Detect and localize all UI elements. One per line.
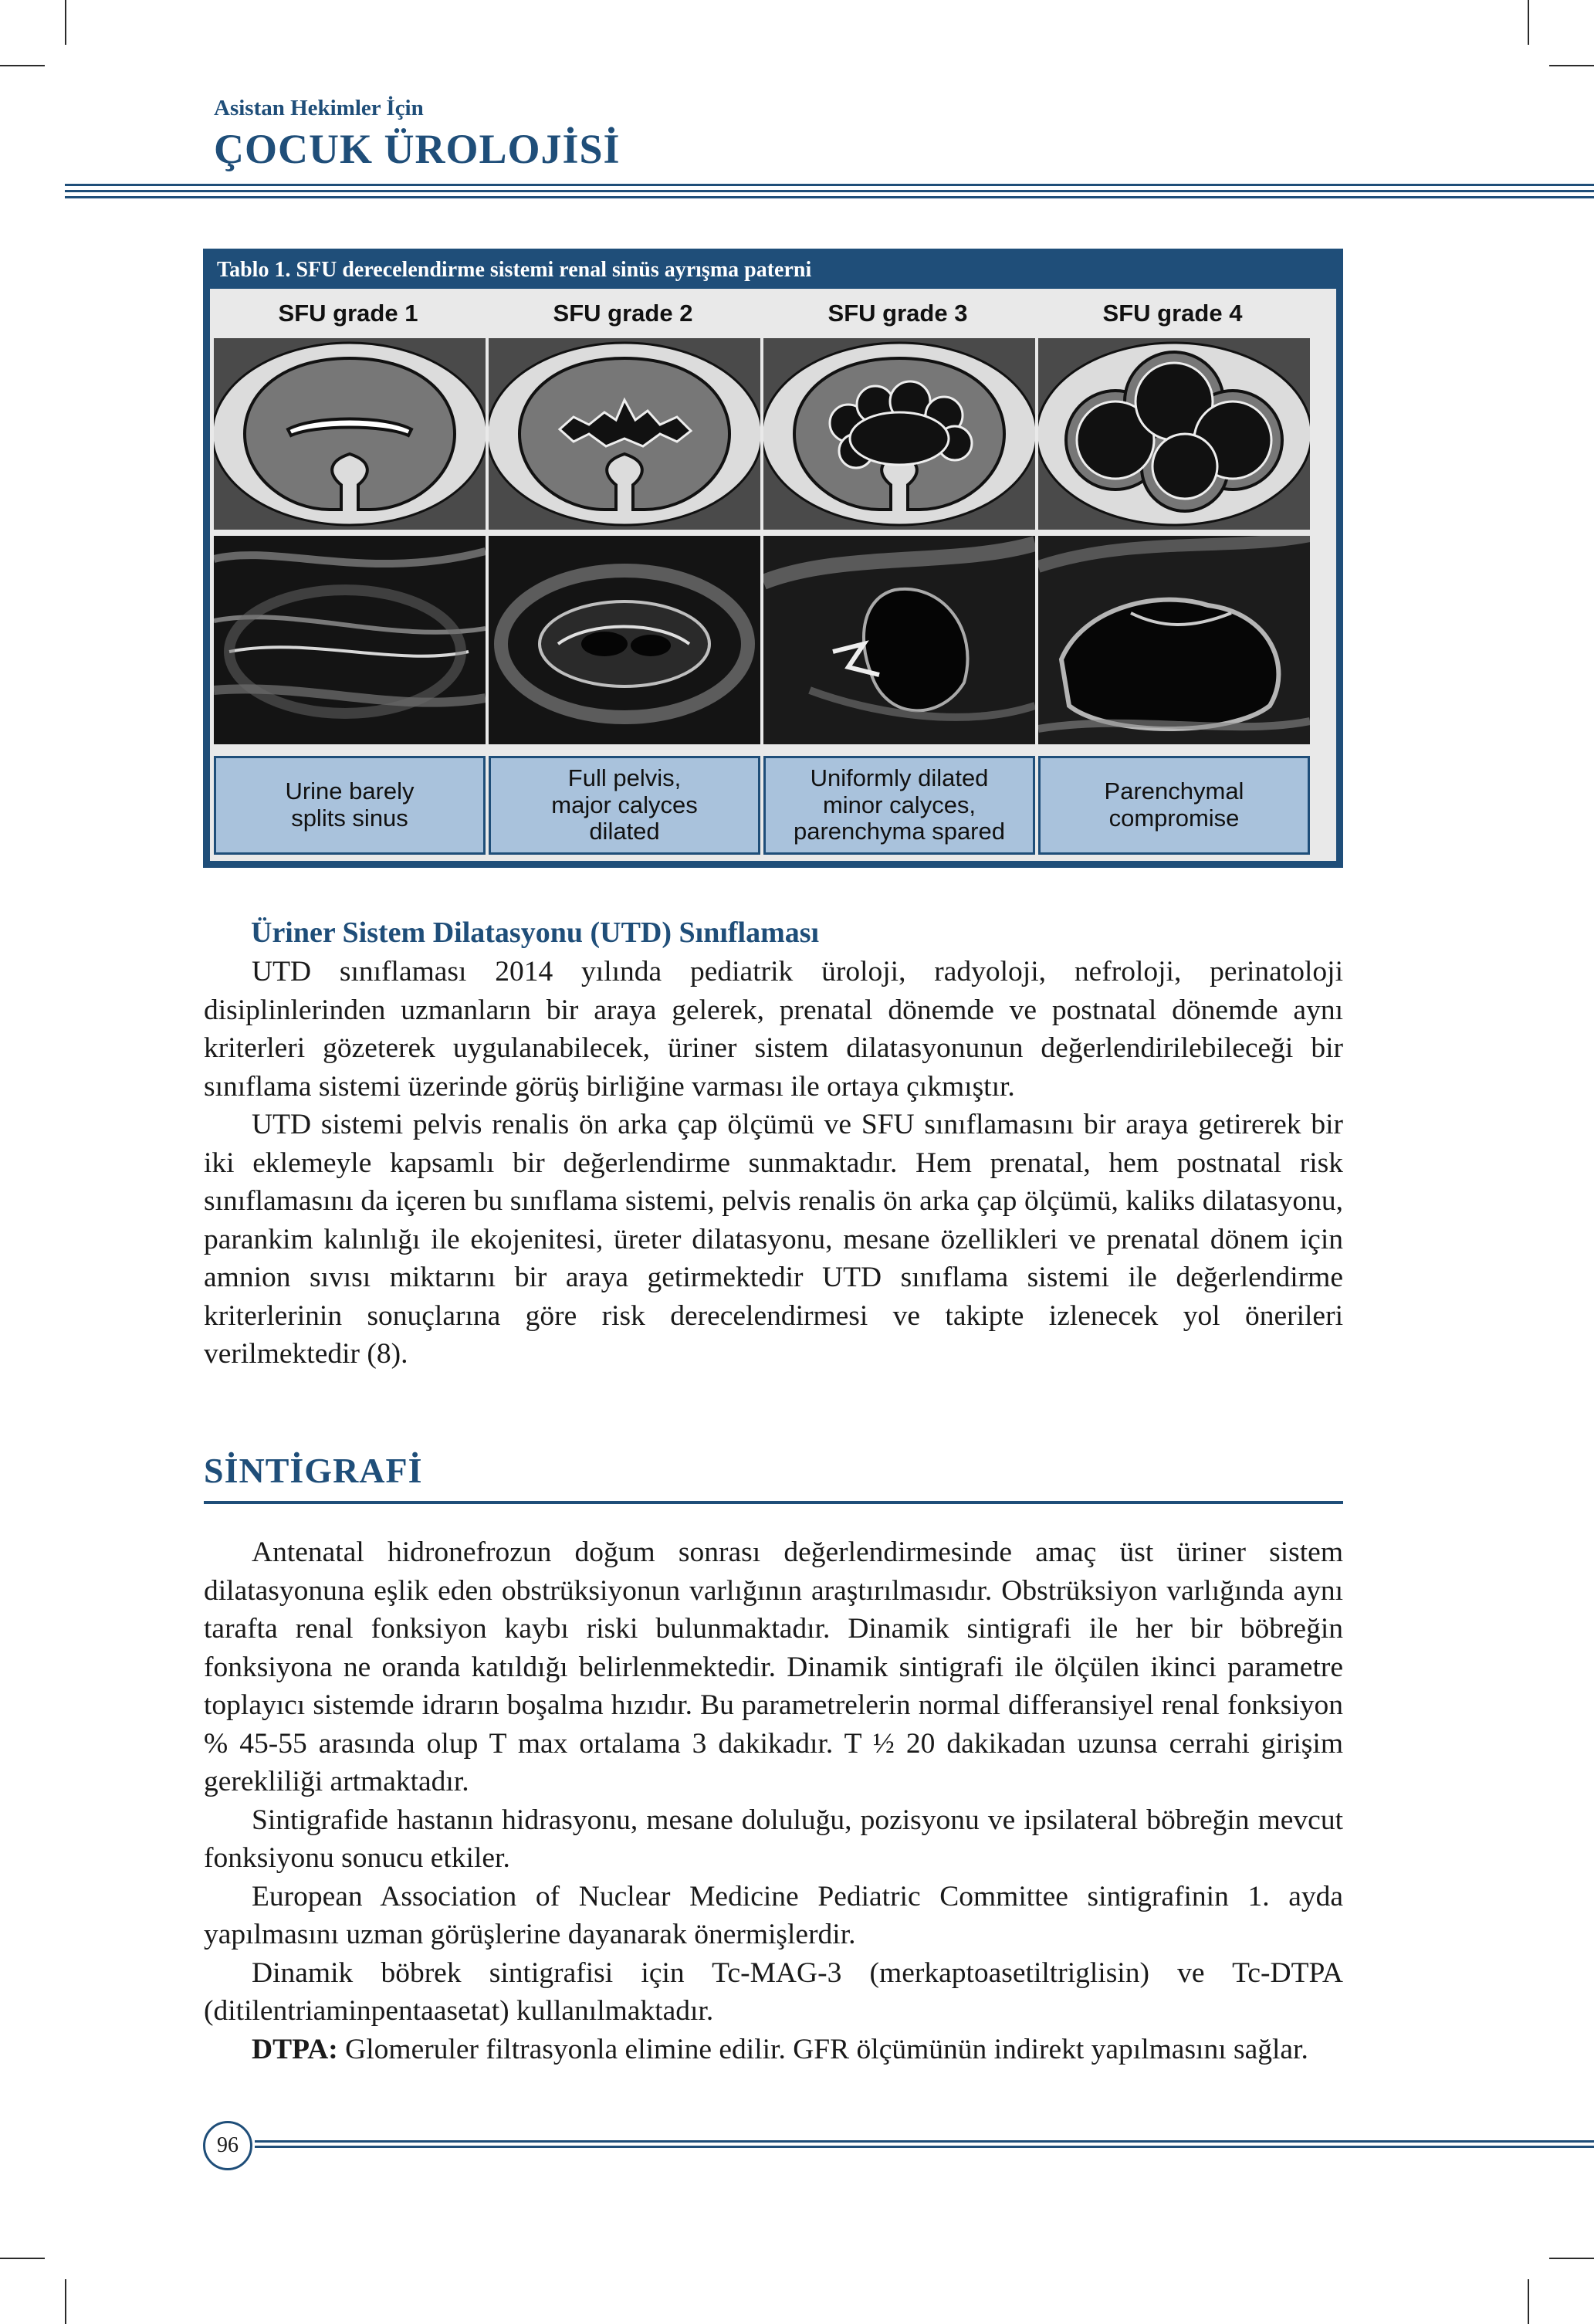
kidney-diagram-grade-1 — [214, 338, 486, 530]
page-number: 96 — [203, 2121, 252, 2170]
dtpa-label: DTPA: — [252, 2033, 338, 2065]
section-title: SİNTİGRAFİ — [204, 1451, 423, 1490]
paragraph: UTD sınıflaması 2014 yılında pediatrik üroloji, radyoloji, nefroloji, perinatoloji disiplinlerinden uzmanların bir araya gelerek, prenatal dönemde ve postnatal dönemde aynı kriterleri gözeterek uygulanabilecek, üriner sistem dilatasyonunun değerlendirilebileceği bir sınıflama sistemi üzerinde görüş birliğine varması ile ortaya çıkmıştır. — [204, 956, 1343, 1103]
paragraph: European Association of Nuclear Medicine Pediatric Committee sintigrafinin 1. ayda yapılmasını uzman görüşlerine dayanarak önermişlerdir. — [204, 1880, 1343, 1950]
grade-label: SFU grade 1 — [278, 300, 418, 327]
dtpa-paragraph — [204, 2031, 1343, 2069]
paragraph: Sintigrafide hastanın hidrasyonu, mesane doluluğu, pozisyonu ve ipsilateral böbreğin mevcut fonksiyonu sonucu etkiler. — [204, 1804, 1343, 1874]
dtpa-text: Glomeruler filtrasyonla elimine edilir. GFR ölçümünün indirekt yapılmasını sağlar. — [337, 2033, 1308, 2065]
crop-mark — [1528, 0, 1529, 45]
ultrasound-image-grade-1 — [214, 536, 486, 744]
running-header-subtitle: Asistan Hekimler İçin — [214, 96, 424, 120]
grade-label: SFU grade 3 — [827, 300, 968, 327]
running-header-title: ÇOCUK ÜROLOJİSİ — [214, 126, 621, 172]
utd-heading: Üriner Sistem Dilatasyonu (UTD) Sınıflaması — [251, 916, 820, 949]
ultrasound-image-grade-2 — [489, 536, 760, 744]
crop-mark — [65, 0, 66, 45]
kidney-diagram-grade-3 — [763, 338, 1035, 530]
crop-mark — [1549, 2258, 1594, 2259]
crop-mark — [0, 65, 45, 66]
grade-description: Urine barely splits sinus — [214, 756, 486, 855]
crop-mark — [1549, 65, 1594, 66]
ultrasound-image-grade-4 — [1038, 536, 1310, 744]
paragraph: Dinamik böbrek sintigrafisi için Tc-MAG-3 (merkaptoasetiltriglisin) ve Tc-DTPA (ditilentriaminpentaasetat) kullanılmaktadır. — [204, 1956, 1343, 2027]
section-rule — [204, 1501, 1343, 1504]
figure-sfu-grades — [203, 249, 1343, 868]
grade-description: Parenchymal compromise — [1038, 756, 1310, 855]
header-rule — [65, 184, 1594, 202]
utd-body — [204, 953, 1343, 1374]
grade-label: SFU grade 4 — [1102, 300, 1243, 327]
figure-caption: Tablo 1. SFU derecelendirme sistemi renal sinüs ayrışma paterni — [217, 258, 812, 282]
kidney-diagram-grade-4 — [1038, 338, 1310, 530]
crop-mark — [0, 2258, 45, 2259]
paragraph: Antenatal hidronefrozun doğum sonrası değerlendirmesinde amaç üst üriner sistem dilatasyonuna eşlik eden obstrüksiyonun varlığının araştırılmasıdır. Obstrüksiyon varlığında aynı tarafta renal fonksiyon kaybı riski bulunmaktadır. Dinamik sintigrafi ile her bir böbreğin fonksiyona ne oranda katıldığı belirlenmektedir. Dinamik sintigrafi ile ölçülen ikinci parametre toplayıcı sistemde idrarın boşalma hızıdır. Bu parametrelerin normal differansiyel renal fonksiyon % 45-55 arasında olup T max ortalama 3 dakikadır. T ½ 20 dakikadan uzunsa cerrahi girişim gerekliliği artmaktadır. — [204, 1536, 1343, 1797]
paragraph: UTD sistemi pelvis renalis ön arka çap ölçümü ve SFU sınıflamasını bir araya getirerek bir iki eklemeyle kapsamlı bir değerlendirme sunmaktadır. Hem prenatal, hem postnatal risk sınıflamasını da içeren bu sınıflama sistemi, pelvis renalis ön arka çap ölçümü, kaliks dilatasyonu, parankim kalınlığı ile ekojenitesi, üreter dilatasyonu, mesane özellikleri ve prenatal dönem için amnion sıvısı miktarını bir araya getirmektedir UTD sınıflama sistemi ile değerlendirme kriterlerinin sonuçlarına göre risk derecelendirmesi ve takipte izlenecek yol önerileri verilmektedir (8). — [204, 1109, 1343, 1370]
grade-description: Full pelvis, major calyces dilated — [489, 756, 760, 855]
ultrasound-image-grade-3 — [763, 536, 1035, 744]
figure-body — [210, 289, 1336, 861]
crop-mark — [65, 2279, 66, 2324]
grade-label: SFU grade 2 — [553, 300, 693, 327]
grade-description: Uniformly dilated minor calyces, parenchyma spared — [763, 756, 1035, 855]
sintigrafi-body — [204, 1533, 1343, 2068]
kidney-diagram-grade-2 — [489, 338, 760, 530]
crop-mark — [1528, 2279, 1529, 2324]
footer-rule — [255, 2140, 1594, 2151]
